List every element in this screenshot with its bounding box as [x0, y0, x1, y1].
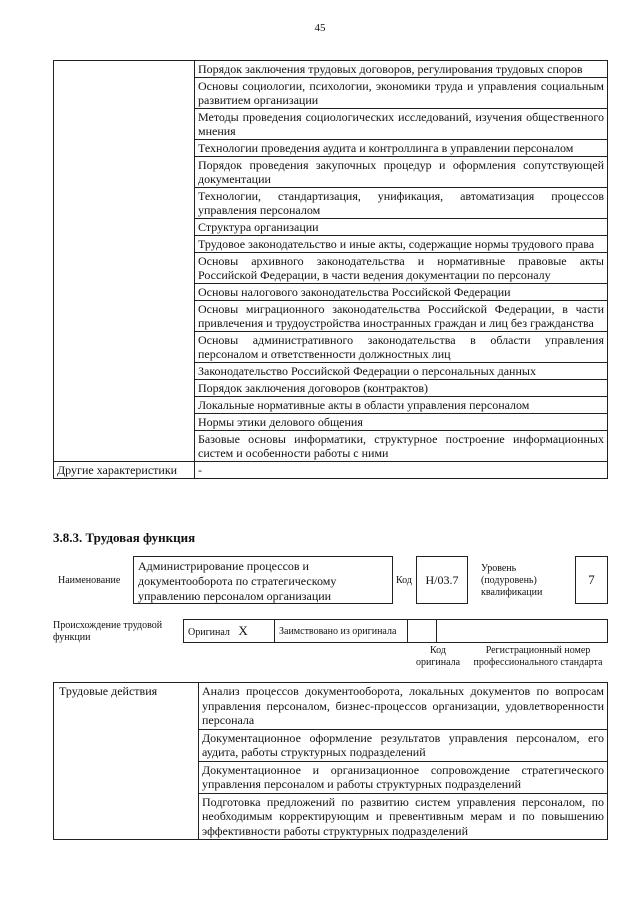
action-item: Подготовка предложений по развитию систем управления персоналом, по необходимым корректирующим и превентивным мерам и по повышению эффективности работы структурных подразделений: [199, 793, 608, 840]
level-label: Уровень (подуровень) квалификации: [481, 563, 543, 598]
knowledge-item: Основы налогового законодательства Российской Федерации: [195, 284, 608, 301]
origin-borrowed-label: Заимствовано из оригинала: [275, 620, 408, 643]
knowledge-item: Методы проведения социологических исследований, изучения общественного мнения: [195, 109, 608, 140]
knowledge-label-cell: [54, 61, 195, 462]
knowledge-item: Основы административного законодательства в области управления персоналом и ответственности должностных лиц: [195, 332, 608, 363]
other-characteristics-label: Другие характеристики: [54, 462, 195, 479]
knowledge-item: Законодательство Российской Федерации о персональных данных: [195, 363, 608, 380]
knowledge-item: Нормы этики делового общения: [195, 414, 608, 431]
other-characteristics-value: -: [195, 462, 608, 479]
action-item: Документационное оформление результатов управления персоналом, его аудита, работы структурных подразделений: [199, 729, 608, 761]
knowledge-item: Порядок проведения закупочных процедур и оформления сопутствующей документации: [195, 157, 608, 188]
knowledge-item: Основы миграционного законодательства Российской Федерации, в части привлечения и трудоустройства иностранных граждан и лиц без гражданства: [195, 301, 608, 332]
page-number: 45: [314, 22, 326, 34]
origin-original-cell: [184, 620, 275, 643]
knowledge-item: Структура организации: [195, 219, 608, 236]
origin-original-label: Оригинал: [188, 627, 230, 638]
function-name-value: Администрирование процессов и документооборота по стратегическому управлению персоналом организации: [133, 556, 393, 604]
origin-table: [183, 619, 608, 643]
knowledge-item: Порядок заключения договоров (контрактов): [195, 380, 608, 397]
knowledge-item: Трудовое законодательство и иные акты, содержащие нормы трудового права: [195, 236, 608, 253]
table-row: [54, 462, 608, 479]
actions-table: [53, 682, 608, 840]
knowledge-item: Технологии, стандартизация, унификация, автоматизация процессов управления персоналом: [195, 188, 608, 219]
knowledge-item: Порядок заключения трудовых договоров, регулирования трудовых споров: [195, 61, 608, 78]
origin-reg-caption: Регистрационный номер профессионального стандарта: [473, 645, 603, 668]
origin-code-caption: Код оригинала: [415, 645, 461, 668]
function-code-value: H/03.7: [416, 556, 468, 604]
action-item: Документационное и организационное сопровождение стратегического управления персоналом и работы структурных подразделений: [199, 761, 608, 793]
knowledge-table: [53, 60, 608, 479]
knowledge-item: Основы архивного законодательства и нормативные правовые акты Российской Федерации, в части ведения документации по персоналу: [195, 253, 608, 284]
knowledge-item: Технологии проведения аудита и контроллинга в управлении персоналом: [195, 140, 608, 157]
table-row: [54, 683, 608, 730]
action-item: Анализ процессов документооборота, локальных документов по вопросам управления персоналом, бизнес-процессов организации, удовлетворенности персонала: [199, 683, 608, 730]
actions-label: Трудовые действия: [54, 683, 199, 840]
origin-label: Происхождение трудовой функции: [53, 620, 163, 643]
code-label: Код: [396, 575, 412, 586]
origin-reg-cell: [437, 620, 608, 643]
table-row: [184, 620, 608, 643]
function-level-value: 7: [575, 556, 608, 604]
name-label: Наименование: [58, 575, 121, 586]
origin-original-mark: X: [238, 623, 248, 638]
knowledge-item: Базовые основы информатики, структурное построение информационных систем и особенности работы с ними: [195, 431, 608, 462]
table-row: [54, 61, 608, 78]
section-heading: 3.8.3. Трудовая функция: [53, 530, 196, 545]
knowledge-item: Локальные нормативные акты в области управления персоналом: [195, 397, 608, 414]
origin-code-cell: [408, 620, 437, 643]
knowledge-item: Основы социологии, психологии, экономики труда и управления социальным развитием организации: [195, 78, 608, 109]
